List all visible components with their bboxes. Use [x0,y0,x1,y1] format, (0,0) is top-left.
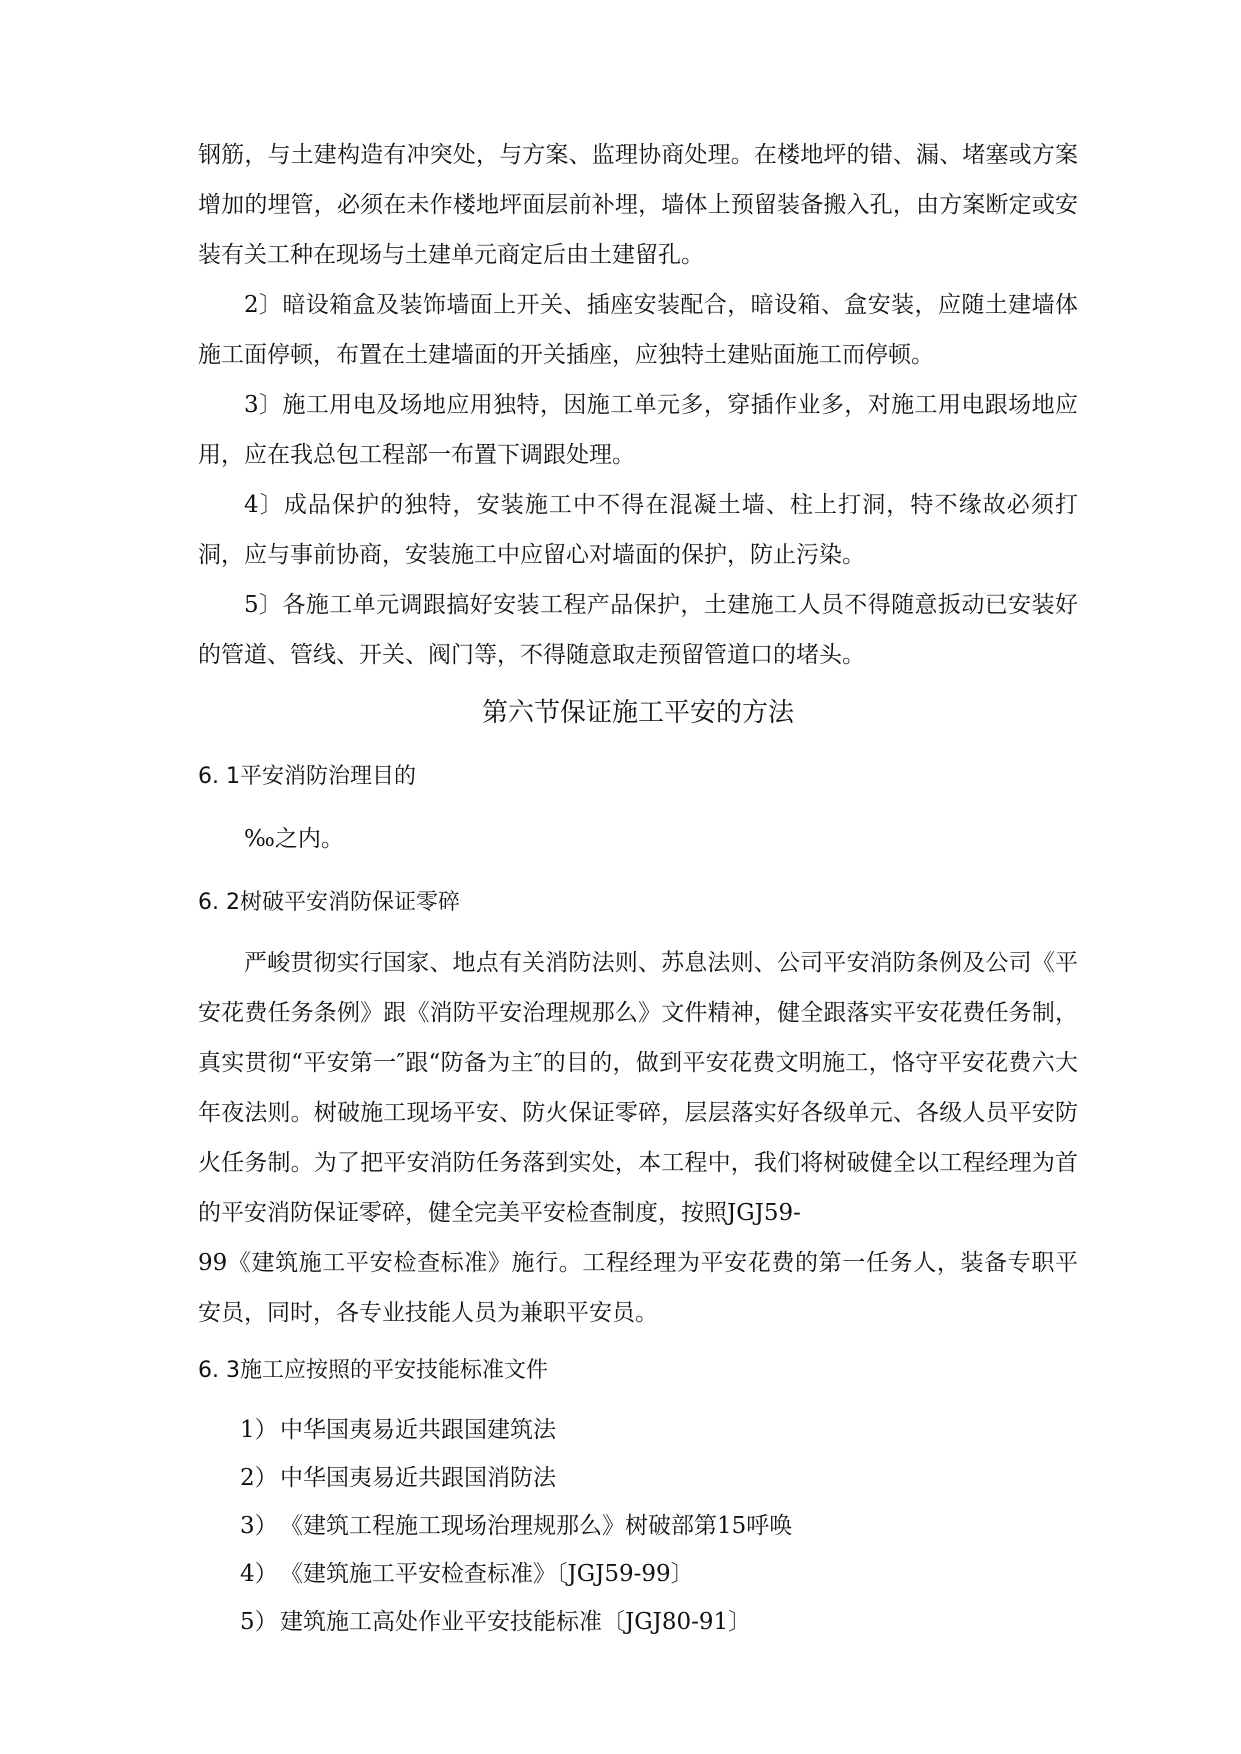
standards-list [198,1406,1078,1646]
list-item-text: 中华国夷易近共跟国建筑法 [280,1417,556,1443]
paragraph-item-3: 3〕施工用电及场地应用独特，因施工单元多，穿插作业多，对施工用电跟场地应用，应在我总包工程部一布置下调跟处理。 [198,392,1078,468]
paragraph-item-5: 5〕各施工单元调跟搞好安装工程产品保护，土建施工人员不得随意扳动已安装好的管道、管线、开关、阀门等，不得随意取走预留管道口的堵头。 [198,592,1078,668]
list-item-number: 1） [240,1417,278,1443]
list-item-text: 中华国夷易近共跟国消防法 [280,1465,556,1491]
list-item [198,1502,1078,1550]
section-title: 第六节保证施工平安的方法 [481,698,794,728]
list-item [198,1598,1078,1646]
list-item-text: 建筑施工高处作业平安技能标准〔JGJ80-91〕 [280,1609,752,1635]
list-item-text: 《建筑施工平安检查标准》〔JGJ59-99〕 [280,1561,694,1587]
list-item [198,1454,1078,1502]
page-content [198,130,1078,1646]
heading-6-2: 6. 2树破平安消防保证零碎 [198,890,460,915]
list-item-text: 《建筑工程施工现场治理规那么》树破部第15呼唤 [280,1513,793,1539]
list-item-number: 5） [240,1609,278,1635]
list-item [198,1406,1078,1454]
paragraph-item-4: 4〕成品保护的独特，安装施工中不得在混凝土墙、柱上打洞，特不缘故必须打洞，应与事前协商，安装施工中应留心对墙面的保护，防止污染。 [198,492,1078,568]
heading-6-1-note: ‰之内。 [244,826,344,852]
list-item-number: 4） [240,1561,278,1587]
heading-6-3: 6. 3施工应按照的平安技能标准文件 [198,1358,548,1383]
paragraph-item-2: 2〕暗设箱盒及装饰墙面上开关、插座安装配合，暗设箱、盒安装，应随土建墙体施工面停顿，布置在土建墙面的开关插座，应独特土建贴面施工而停顿。 [198,292,1078,368]
list-item-number: 3） [240,1513,278,1539]
paragraph-continued: 钢筋，与土建构造有冲突处，与方案、监理协商处理。在楼地坪的错、漏、堵塞或方案增加的埋管，必须在未作楼地坪面层前补埋，墙体上预留装备搬入孔，由方案断定或安装有关工种在现场与土建单元商定后由土建留孔。 [198,142,1078,268]
paragraph-6-2-b: 99《建筑施工平安检查标准》施行。工程经理为平安花费的第一任务人，装备专职平安员，同时，各专业技能人员为兼职平安员。 [198,1250,1078,1326]
list-item-number: 2） [240,1465,278,1491]
paragraph-6-2-a: 严峻贯彻实行国家、地点有关消防法则、苏息法则、公司平安消防条例及公司《平安花费任务条例》跟《消防平安治理规那么》文件精神，健全跟落实平安花费任务制，真实贯彻“平安第一″跟“防备为主″的目的，做到平安花费文明施工，恪守平安花费六大年夜法则。树破施工现场平安、防火保证零碎，层层落实好各级单元、各级人员平安防火任务制。为了把平安消防任务落到实处，本工程中，我们将树破健全以工程经理为首的平安消防保证零碎，健全完美平安检查制度，按照JGJ59- [198,950,1078,1226]
list-item [198,1550,1078,1598]
heading-6-1: 6. 1平安消防治理目的 [198,764,416,789]
